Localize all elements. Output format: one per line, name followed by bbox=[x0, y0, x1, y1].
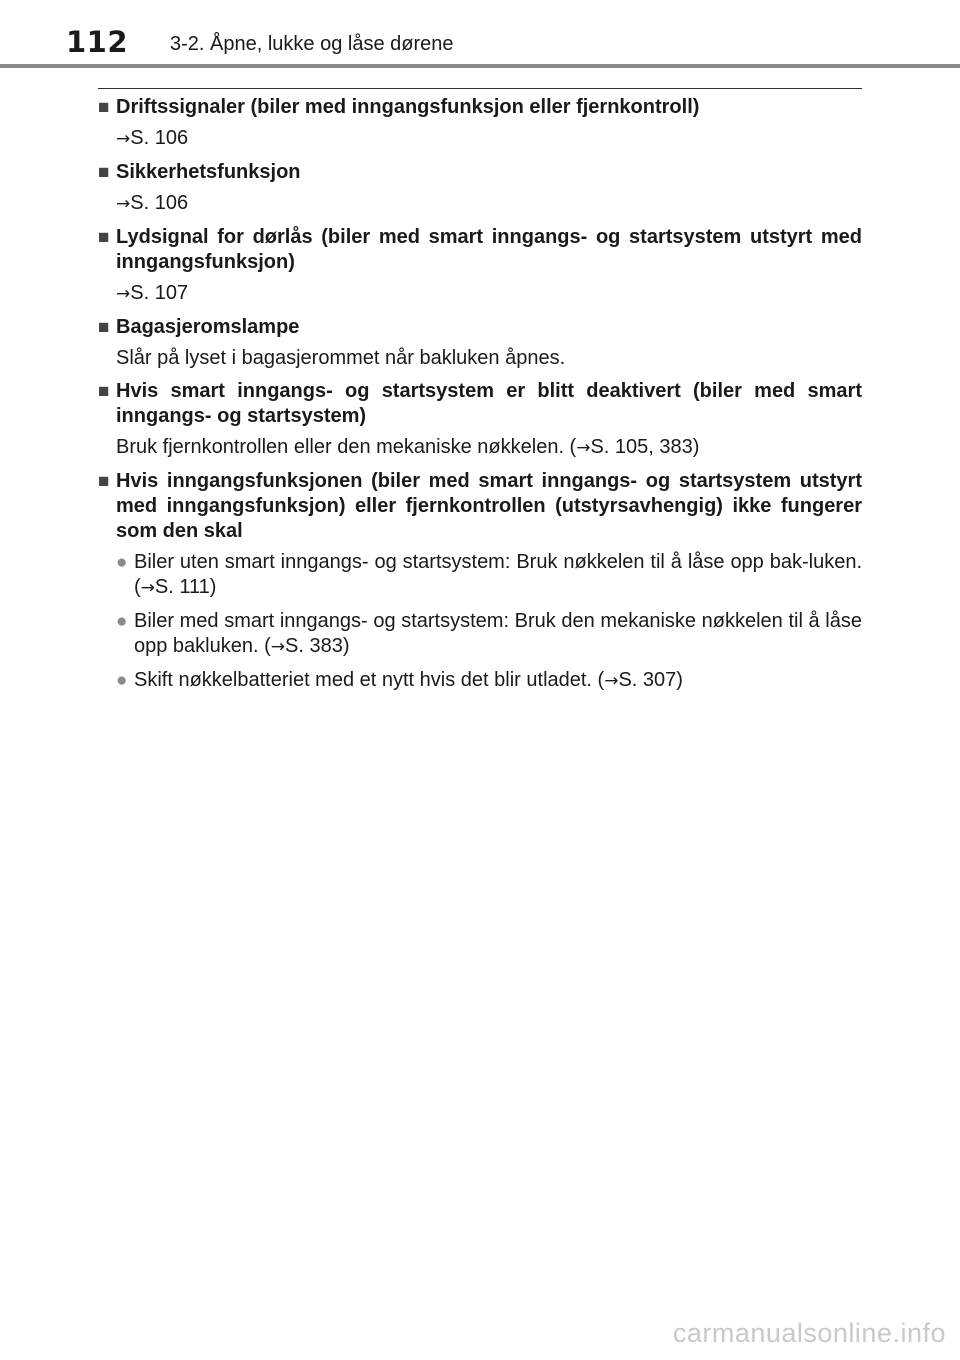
page-content bbox=[98, 95, 862, 702]
square-bullet-icon: ■ bbox=[98, 162, 110, 183]
arrow-right-icon: → bbox=[576, 438, 591, 458]
reference-text: S. 106 bbox=[130, 192, 189, 214]
entry-system-deactivated bbox=[98, 379, 862, 461]
arrow-right-icon: → bbox=[116, 194, 131, 214]
page-number: 112 bbox=[66, 25, 129, 59]
reference-text: S. 106 bbox=[130, 127, 189, 149]
arrow-right-icon: → bbox=[270, 637, 286, 657]
reference-text: S. 107 bbox=[130, 282, 189, 304]
arrow-right-icon: → bbox=[604, 671, 619, 691]
square-bullet-icon: ■ bbox=[98, 227, 110, 248]
bullet-text-end: S. 383) bbox=[285, 635, 350, 657]
entry-heading: Bagasjeromslampe bbox=[116, 316, 300, 338]
square-bullet-icon: ■ bbox=[98, 317, 110, 338]
entry-heading: Hvis smart inngangs- og startsystem er blitt deaktivert (biler med smart inngangs- og startsystem) bbox=[116, 380, 862, 427]
square-bullet-icon: ■ bbox=[98, 97, 110, 118]
bullet-text bbox=[134, 609, 862, 660]
entry-heading: Lydsignal for dørlås (biler med smart inngangs- og startsystem utstyrt med inngangsfunksjon) bbox=[116, 226, 862, 273]
section-title: 3-2. Åpne, lukke og låse dørene bbox=[170, 33, 454, 55]
entry-heading: Hvis inngangsfunksjonen (biler med smart inngangs- og startsystem utstyrt med inngangsfunksjon) eller fjernkontrollen (utstyrsavhengig) ikke fungerer som den skal bbox=[116, 470, 862, 542]
arrow-right-icon: → bbox=[116, 284, 131, 304]
round-bullet-icon: ● bbox=[116, 611, 128, 632]
entry-operation-signals bbox=[98, 95, 862, 152]
entry-head bbox=[98, 225, 862, 275]
entry-body: Slår på lyset i bagasjerommet når bakluken åpnes. bbox=[116, 347, 566, 369]
list-item bbox=[116, 668, 862, 694]
bullet-text-start: Skift nøkkelbatteriet med et nytt hvis det blir utladet. ( bbox=[134, 669, 605, 691]
entry-head bbox=[98, 379, 862, 429]
entry-head bbox=[98, 160, 862, 185]
watermark: carmanualsonline.info bbox=[672, 1318, 946, 1348]
entry-door-lock-buzzer bbox=[98, 225, 862, 307]
square-bullet-icon: ■ bbox=[98, 471, 110, 492]
entry-body bbox=[116, 435, 862, 461]
arrow-right-icon: → bbox=[116, 129, 131, 149]
entry-heading: Sikkerhetsfunksjon bbox=[116, 161, 301, 183]
body-text-end: S. 105, 383) bbox=[590, 436, 700, 458]
bullet-text-end: S. 111) bbox=[154, 576, 217, 598]
list-item bbox=[116, 550, 862, 601]
entry-head bbox=[98, 315, 862, 340]
bullet-text-end: S. 307) bbox=[618, 669, 683, 691]
entry-head bbox=[98, 95, 862, 120]
entry-safety-function bbox=[98, 160, 862, 217]
bullet-text-start: Biler uten smart inngangs- og startsystem: Bruk nøkkelen til å låse opp bak-luken. ( bbox=[134, 551, 862, 598]
entry-reference bbox=[116, 191, 862, 217]
entry-luggage-lamp bbox=[98, 315, 862, 371]
entry-malfunction bbox=[98, 469, 862, 694]
list-item bbox=[116, 609, 862, 660]
entry-reference bbox=[116, 281, 862, 307]
bullet-list bbox=[116, 550, 862, 694]
square-bullet-icon: ■ bbox=[98, 381, 110, 402]
entry-reference bbox=[116, 126, 862, 152]
arrow-right-icon: → bbox=[140, 578, 155, 598]
bullet-text-start: Biler med smart inngangs- og startsystem: Bruk den mekaniske nøkkelen til å låse opp bakluken. ( bbox=[134, 610, 862, 657]
content-rule bbox=[98, 88, 862, 89]
header-rule bbox=[0, 64, 960, 68]
bullet-text bbox=[134, 668, 862, 694]
round-bullet-icon: ● bbox=[116, 670, 128, 691]
bullet-text bbox=[134, 550, 862, 601]
entry-head bbox=[98, 469, 862, 544]
body-text-start: Bruk fjernkontrollen eller den mekaniske nøkkelen. ( bbox=[116, 436, 577, 458]
round-bullet-icon: ● bbox=[116, 552, 128, 573]
entry-heading: Driftssignaler (biler med inngangsfunksjon eller fjernkontroll) bbox=[116, 96, 700, 118]
